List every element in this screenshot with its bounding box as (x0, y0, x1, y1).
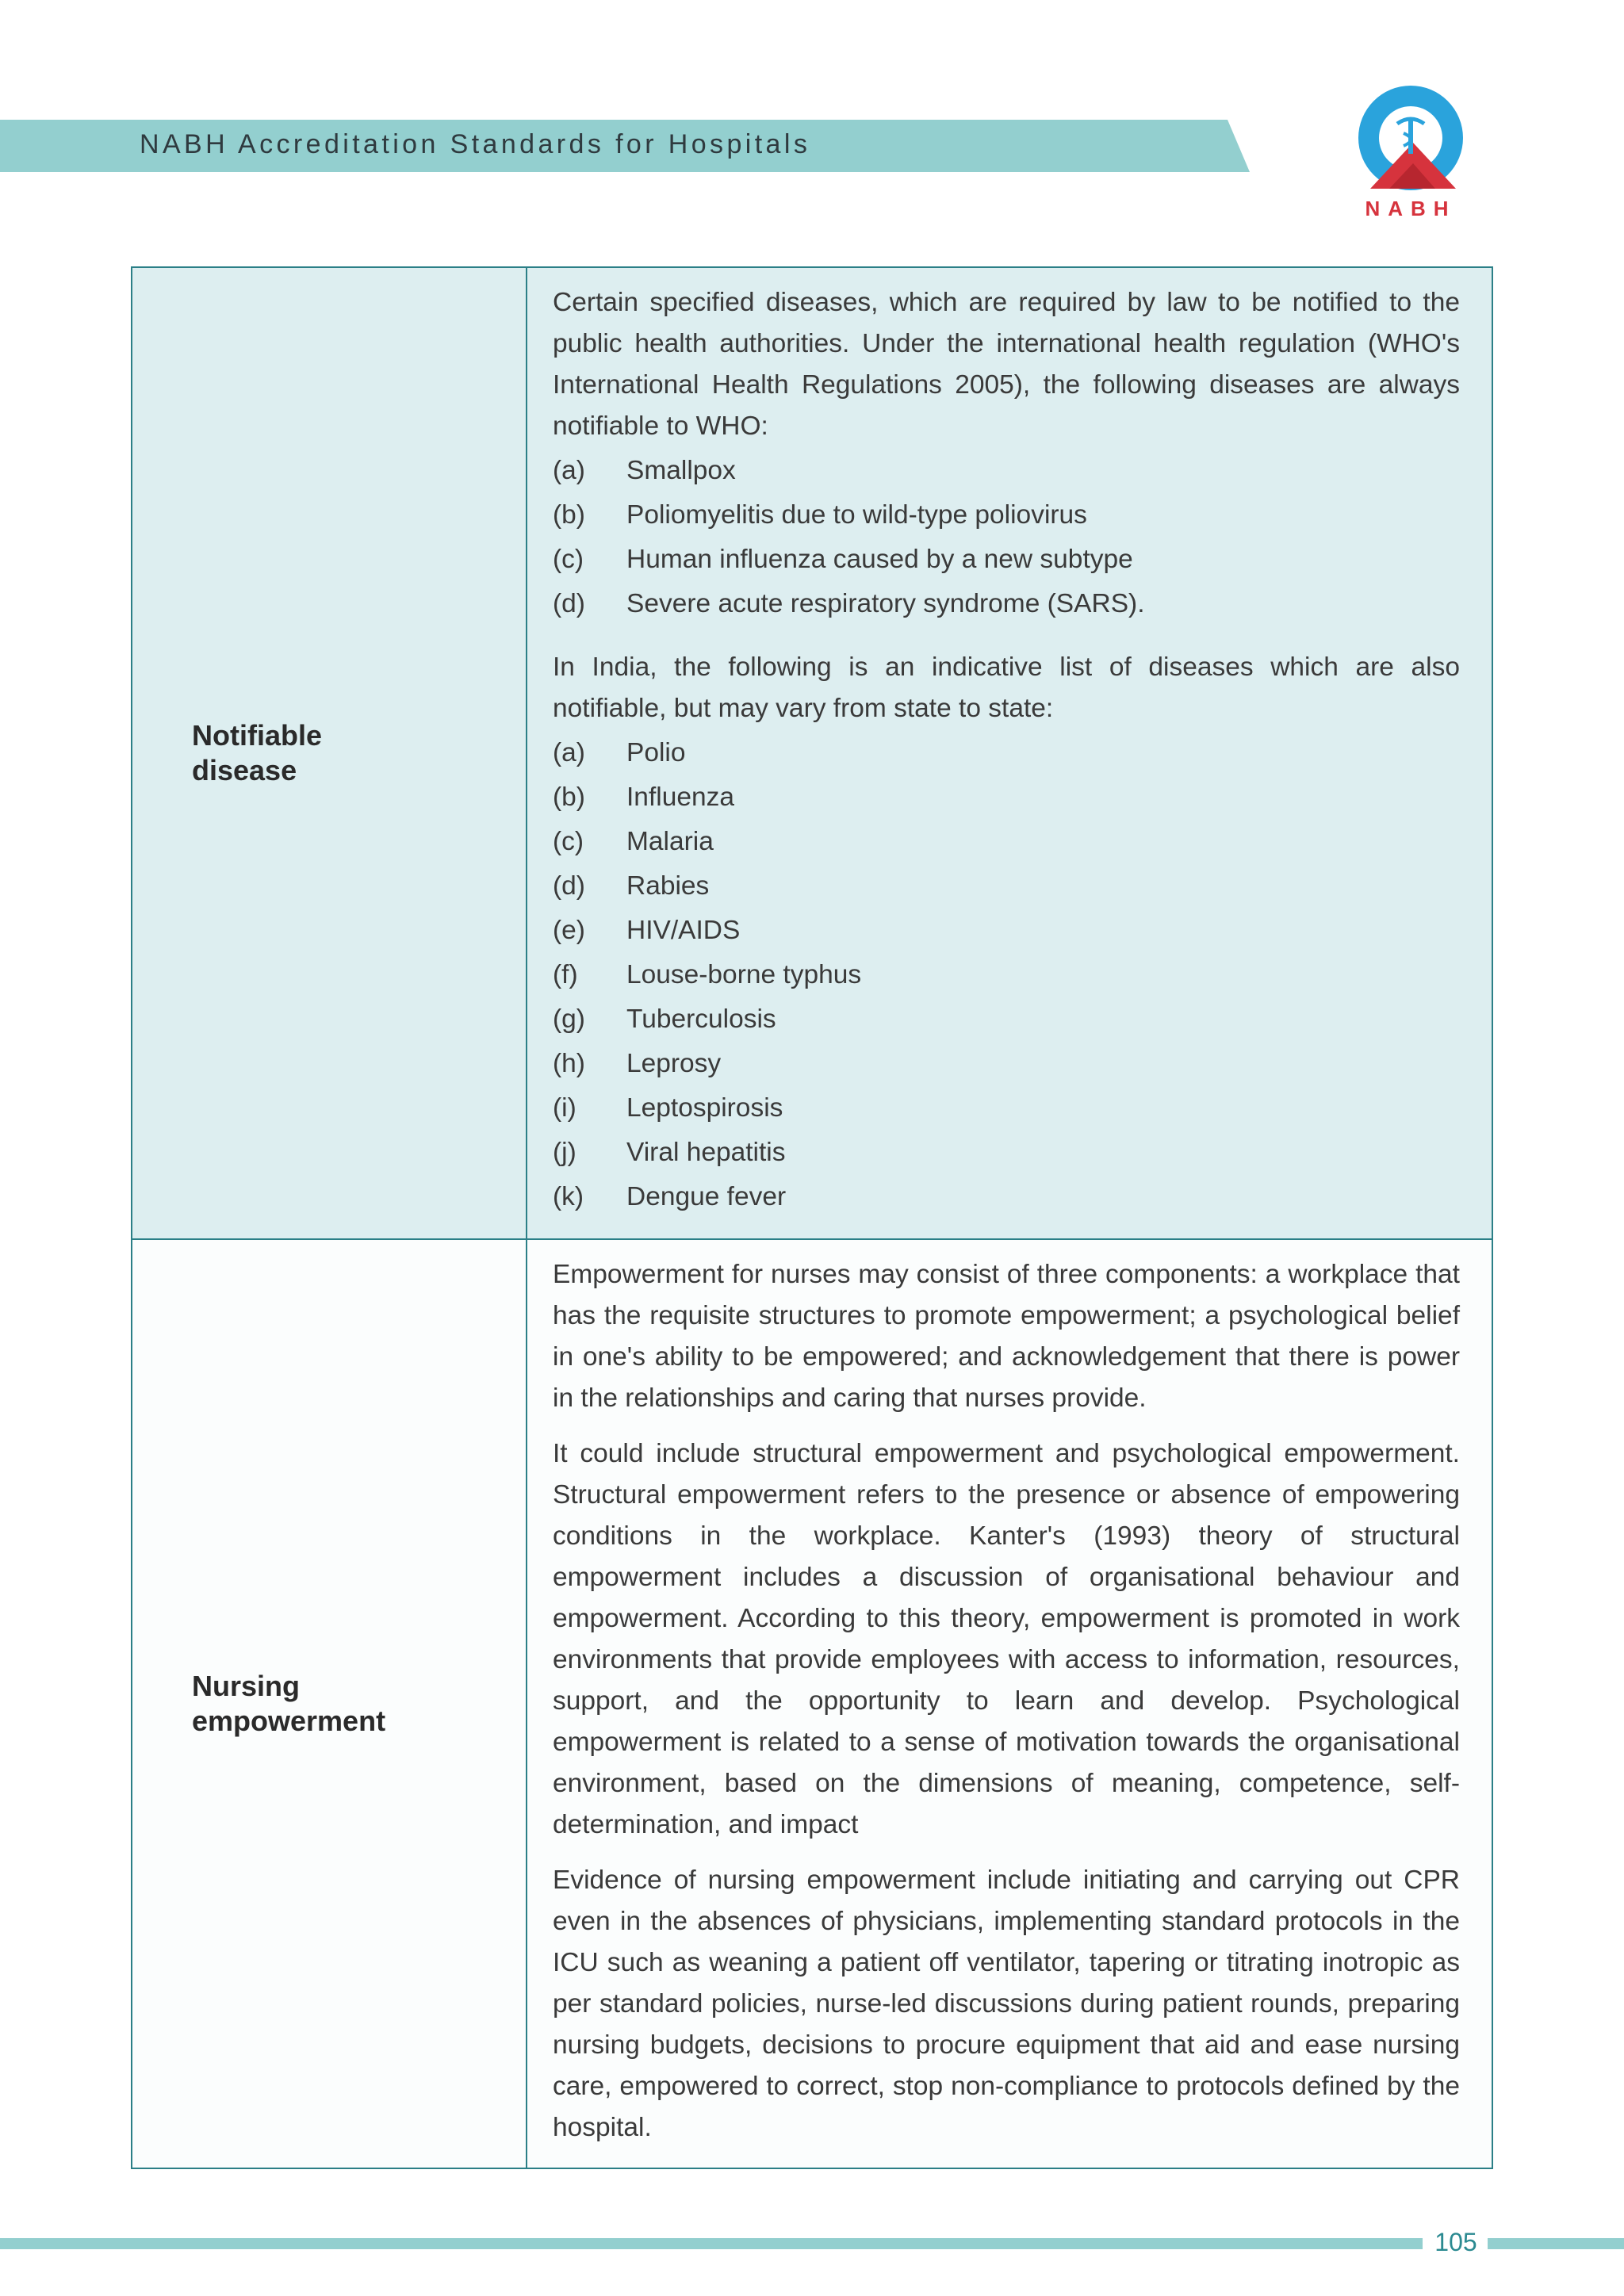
page-number: 105 (1434, 2228, 1477, 2256)
list-marker: (b) (553, 500, 585, 530)
definition-cell (527, 1239, 1492, 2168)
list-item (553, 820, 1460, 864)
definition-cell (527, 267, 1492, 1239)
table-row-notifiable-disease (132, 267, 1492, 1239)
who-disease-list (553, 449, 1460, 626)
list-marker: (a) (553, 738, 585, 767)
term-label: Nursing empowerment (192, 1670, 386, 1737)
india-disease-list (553, 731, 1460, 1219)
table-row-nursing-empowerment (132, 1239, 1492, 2168)
list-item (553, 449, 1460, 493)
list-text: Dengue fever (626, 1182, 787, 1211)
list-marker: (c) (553, 545, 584, 574)
definition-paragraph: Certain specified diseases, which are required by law to be notified to the public health authorities. Under the international health regulation (WHO's International Health Regulations 2005), the following diseases are always notifiable to WHO: (553, 288, 1460, 441)
term-cell (132, 267, 527, 1239)
definition-paragraph: In India, the following is an indicative list of diseases which are also notifiable, but may vary from state to state: (553, 652, 1460, 723)
list-marker: (b) (553, 783, 585, 812)
list-text: Malaria (626, 827, 714, 856)
list-marker: (h) (553, 1049, 585, 1078)
list-item (553, 538, 1460, 582)
list-text: Leptospirosis (626, 1093, 783, 1123)
list-item (553, 864, 1460, 909)
footer-bar (0, 2238, 1423, 2249)
list-text: Polio (626, 738, 686, 767)
list-text: Influenza (626, 783, 734, 812)
list-text: Viral hepatitis (626, 1138, 786, 1167)
list-text: Severe acute respiratory syndrome (SARS). (626, 589, 1145, 618)
list-item (553, 1131, 1460, 1175)
definition-paragraph: Evidence of nursing empowerment include initiating and carrying out CPR even in the absences of physicians, implementing standard protocols in the ICU such as weaning a patient off ventilator, tapering or titrating inotropic as per standard policies, nurse-led discussions during patient rounds, preparing nursing budgets, decisions to procure equipment that aid and ease nursing care, empowered to correct, stop non-compliance to protocols defined by the hospital. (553, 1866, 1460, 2142)
list-item (553, 582, 1460, 626)
definition-paragraph: Empowerment for nurses may consist of three components: a workplace that has the requisite structures to promote empowerment; a psychological belief in one's ability to be empowered; and acknowledgement that there is power in the relationships and caring that nurses provide. (553, 1260, 1460, 1413)
definition-paragraph: It could include structural empowerment and psychological empowerment. Structural empowerment refers to the presence or absence of empowering conditions in the workplace. Kanter's (1993) theory of structural empowerment includes a discussion of organisational behaviour and empowerment. According to this theory, empowerment is promoted in work environments that provide employees with access to information, resources, support, and the opportunity to learn and develop. Psychological empowerment is related to a sense of motivation towards the organisational environment, based on the dimensions of meaning, competence, self-determination, and impact (553, 1439, 1460, 1839)
list-item (553, 1086, 1460, 1131)
list-marker: (f) (553, 960, 578, 989)
list-text: Leprosy (626, 1049, 722, 1078)
list-item (553, 1175, 1460, 1219)
list-marker: (i) (553, 1093, 576, 1123)
list-item (553, 953, 1460, 997)
list-marker: (d) (553, 871, 585, 901)
list-marker: (e) (553, 916, 585, 945)
list-item (553, 731, 1460, 775)
list-item (553, 493, 1460, 538)
list-marker: (k) (553, 1182, 584, 1211)
term-label: Notifiable disease (192, 719, 323, 786)
list-marker: (g) (553, 1004, 585, 1034)
list-item (553, 1042, 1460, 1086)
page-header-title: NABH Accreditation Standards for Hospitals (140, 129, 811, 159)
list-text: HIV/AIDS (626, 916, 741, 945)
list-item (553, 997, 1460, 1042)
glossary-table (131, 266, 1493, 2169)
list-item (553, 775, 1460, 820)
list-text: Smallpox (626, 456, 736, 485)
list-marker: (a) (553, 456, 585, 485)
list-item (553, 909, 1460, 953)
list-marker: (j) (553, 1138, 576, 1167)
list-text: Louse-borne typhus (626, 960, 862, 989)
logo-text: NABH (1365, 197, 1457, 220)
list-text: Tuberculosis (626, 1004, 776, 1034)
list-text: Human influenza caused by a new subtype (626, 545, 1133, 574)
list-text: Poliomyelitis due to wild-type poliovirus (626, 500, 1087, 530)
term-cell (132, 1239, 527, 2168)
footer-bar (1488, 2238, 1624, 2249)
list-marker: (d) (553, 589, 585, 618)
list-text: Rabies (626, 871, 710, 901)
list-marker: (c) (553, 827, 584, 856)
